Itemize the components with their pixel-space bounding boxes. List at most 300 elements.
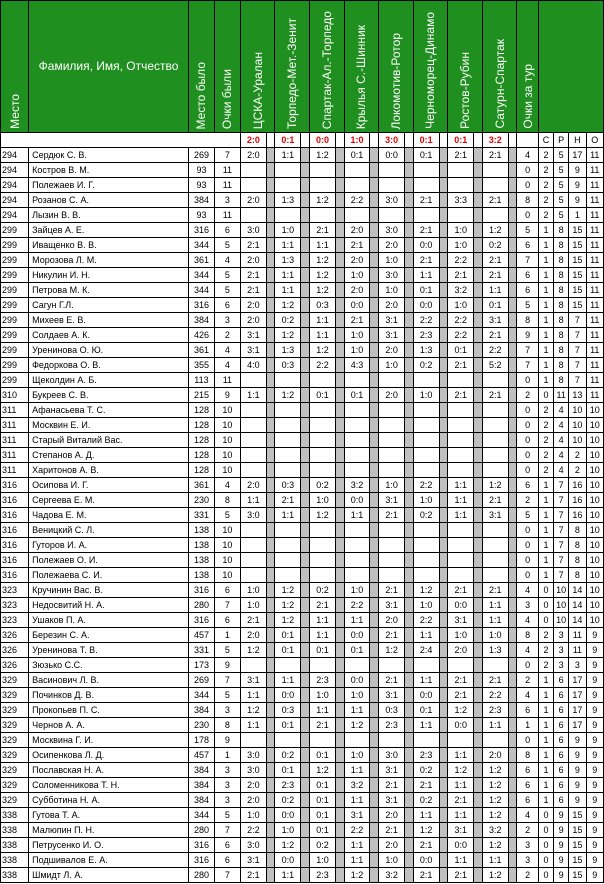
results-gap — [439, 133, 448, 148]
header-match-5: Локомотив-Ротор — [379, 1, 414, 133]
header-name: Фамилия, Имя, Отчество — [29, 1, 189, 133]
cell-bet-points — [370, 553, 379, 568]
cell-bet: 2:3 — [379, 718, 405, 733]
cell-bet — [275, 433, 301, 448]
cell-place-was: 280 — [189, 598, 215, 613]
cell-points-round: 5 — [517, 508, 539, 523]
cell-bet-points — [508, 313, 517, 328]
cell-bet: 0:2 — [413, 508, 439, 523]
header-match-2: Торпедо-Мет.-Зенит — [275, 1, 310, 133]
cell-stat-o: 11 — [586, 193, 604, 208]
cell-place: 299 — [1, 298, 29, 313]
cell-bet: 1:0 — [344, 688, 370, 703]
cell-bet — [309, 523, 335, 538]
cell-bet: 1:1 — [482, 613, 508, 628]
cell-bet — [240, 418, 266, 433]
cell-bet — [448, 523, 474, 538]
cell-bet-points — [439, 838, 448, 853]
cell-bet-points — [405, 238, 414, 253]
cell-name: Березин С. А. — [29, 628, 189, 643]
cell-bet — [448, 733, 474, 748]
cell-points-were: 2 — [214, 328, 240, 343]
cell-bet: 1:3 — [275, 193, 301, 208]
cell-bet-points — [301, 733, 310, 748]
cell-bet-points — [301, 853, 310, 868]
cell-bet: 2:3 — [413, 328, 439, 343]
cell-bet: 3:1 — [482, 508, 508, 523]
cell-stat-r: 8 — [554, 298, 569, 313]
cell-bet: 2:3 — [482, 703, 508, 718]
cell-bet — [275, 163, 301, 178]
cell-stat-o: 11 — [586, 328, 604, 343]
cell-bet: 1:2 — [482, 793, 508, 808]
cell-bet-points — [405, 808, 414, 823]
cell-bet — [448, 433, 474, 448]
cell-bet-points — [439, 508, 448, 523]
cell-bet-points — [266, 298, 275, 313]
cell-place-was: 128 — [189, 418, 215, 433]
cell-bet-points — [439, 403, 448, 418]
cell-stat-n: 8 — [569, 553, 586, 568]
cell-bet-points — [439, 778, 448, 793]
cell-place-was: 138 — [189, 553, 215, 568]
cell-bet: 1:2 — [275, 838, 301, 853]
cell-bet: 0:3 — [275, 703, 301, 718]
cell-bet: 0:2 — [482, 238, 508, 253]
cell-bet-points — [301, 463, 310, 478]
results-gap — [370, 133, 379, 148]
cell-place-was: 457 — [189, 748, 215, 763]
cell-points-were: 7 — [214, 868, 240, 883]
cell-points-round: 6 — [517, 238, 539, 253]
cell-place-was: 316 — [189, 838, 215, 853]
cell-bet-points — [474, 733, 483, 748]
cell-stat-r: 9 — [554, 808, 569, 823]
cell-bet-points — [508, 343, 517, 358]
cell-points-round: 6 — [517, 268, 539, 283]
cell-stat-r: 7 — [554, 493, 569, 508]
cell-bet-points — [508, 718, 517, 733]
cell-bet-points — [266, 838, 275, 853]
cell-bet-points — [508, 673, 517, 688]
cell-bet-points — [508, 328, 517, 343]
cell-bet: 2:2 — [482, 688, 508, 703]
cell-stat-n: 15 — [569, 808, 586, 823]
cell-bet: 2:0 — [240, 778, 266, 793]
cell-bet-points — [335, 718, 344, 733]
cell-name: Щеколдин А. Б. — [29, 373, 189, 388]
cell-bet-points — [508, 358, 517, 373]
cell-stat-s: 1 — [538, 718, 553, 733]
cell-bet-points — [266, 598, 275, 613]
cell-bet: 0:2 — [275, 748, 301, 763]
cell-bet — [275, 568, 301, 583]
cell-bet-points — [335, 868, 344, 883]
cell-bet-points — [405, 838, 414, 853]
cell-points-round: 6 — [517, 763, 539, 778]
cell-place-was: 269 — [189, 148, 215, 163]
cell-bet: 0:0 — [379, 148, 405, 163]
cell-bet-points — [301, 283, 310, 298]
cell-bet — [482, 538, 508, 553]
cell-bet — [448, 448, 474, 463]
cell-bet-points — [508, 433, 517, 448]
cell-place-was: 178 — [189, 733, 215, 748]
cell-bet — [413, 553, 439, 568]
cell-place: 299 — [1, 328, 29, 343]
cell-bet: 3:2 — [344, 778, 370, 793]
cell-bet-points — [335, 703, 344, 718]
cell-points-were: 5 — [214, 508, 240, 523]
cell-points-were: 3 — [214, 313, 240, 328]
header-points-round: Очки за тур — [517, 1, 539, 133]
cell-stat-s: 2 — [538, 658, 553, 673]
cell-bet: 2:2 — [448, 313, 474, 328]
cell-bet: 1:2 — [309, 148, 335, 163]
cell-bet-points — [335, 478, 344, 493]
cell-place-was: 384 — [189, 793, 215, 808]
cell-place: 310 — [1, 388, 29, 403]
cell-bet: 2:2 — [344, 193, 370, 208]
cell-bet-points — [508, 763, 517, 778]
cell-bet — [275, 553, 301, 568]
cell-bet: 2:2 — [413, 613, 439, 628]
cell-bet — [379, 463, 405, 478]
cell-place: 329 — [1, 673, 29, 688]
cell-place-was: 457 — [189, 628, 215, 643]
cell-bet-points — [370, 418, 379, 433]
cell-points-were: 6 — [214, 298, 240, 313]
cell-stat-r: 7 — [554, 478, 569, 493]
result-6: 0:1 — [413, 133, 439, 148]
cell-bet-points — [405, 643, 414, 658]
cell-bet — [482, 658, 508, 673]
cell-bet: 2:2 — [413, 313, 439, 328]
cell-points-round: 9 — [517, 328, 539, 343]
cell-bet: 1:2 — [344, 868, 370, 883]
cell-stat-s: 1 — [538, 673, 553, 688]
cell-bet: 2:2 — [240, 823, 266, 838]
cell-bet-points — [405, 733, 414, 748]
cell-bet-points — [301, 808, 310, 823]
cell-bet-points — [301, 148, 310, 163]
cell-stat-r: 8 — [554, 358, 569, 373]
cell-bet-points — [474, 148, 483, 163]
cell-name: Костров В. М. — [29, 163, 189, 178]
cell-bet-points — [474, 553, 483, 568]
cell-bet: 0:1 — [275, 718, 301, 733]
cell-bet-points — [439, 718, 448, 733]
cell-name: Розанов С. А. — [29, 193, 189, 208]
cell-stat-s: 1 — [538, 748, 553, 763]
cell-place: 326 — [1, 628, 29, 643]
cell-stat-s: 1 — [538, 313, 553, 328]
cell-place-was: 361 — [189, 253, 215, 268]
cell-bet-points — [370, 673, 379, 688]
cell-bet-points — [266, 283, 275, 298]
cell-bet-points — [474, 658, 483, 673]
cell-place-was: 361 — [189, 478, 215, 493]
cell-bet-points — [335, 358, 344, 373]
cell-bet-points — [266, 328, 275, 343]
cell-bet-points — [439, 748, 448, 763]
cell-bet-points — [439, 208, 448, 223]
cell-stat-o: 10 — [586, 523, 604, 538]
cell-bet: 1:0 — [448, 628, 474, 643]
cell-place-was: 316 — [189, 583, 215, 598]
cell-stat-o: 9 — [586, 763, 604, 778]
cell-place: 311 — [1, 433, 29, 448]
cell-bet-points — [508, 658, 517, 673]
cell-points-round: 0 — [517, 658, 539, 673]
cell-bet-points — [474, 508, 483, 523]
cell-name: Уренинова О. Ю. — [29, 343, 189, 358]
cell-stat-o: 11 — [586, 223, 604, 238]
table-row — [1, 673, 604, 688]
cell-bet: 1:2 — [482, 778, 508, 793]
cell-stat-r: 8 — [554, 373, 569, 388]
cell-bet: 3:0 — [240, 508, 266, 523]
cell-bet — [240, 448, 266, 463]
cell-bet: 3:1 — [379, 688, 405, 703]
cell-bet-points — [335, 688, 344, 703]
cell-bet: 3:3 — [448, 193, 474, 208]
cell-stat-s: 2 — [538, 193, 553, 208]
cell-bet-points — [335, 343, 344, 358]
cell-bet-points — [370, 838, 379, 853]
cell-bet: 1:2 — [275, 388, 301, 403]
cell-bet: 2:0 — [482, 748, 508, 763]
cell-points-were: 3 — [214, 778, 240, 793]
cell-bet-points — [370, 688, 379, 703]
cell-bet: 3:0 — [240, 748, 266, 763]
cell-bet-points — [439, 598, 448, 613]
cell-bet: 2:1 — [344, 238, 370, 253]
cell-bet — [482, 208, 508, 223]
cell-place-was: 128 — [189, 403, 215, 418]
cell-bet-points — [508, 238, 517, 253]
cell-points-round: 4 — [517, 688, 539, 703]
cell-bet: 1:1 — [240, 718, 266, 733]
cell-place: 316 — [1, 478, 29, 493]
cell-stat-r: 9 — [554, 868, 569, 883]
cell-bet-points — [335, 313, 344, 328]
cell-bet-points — [266, 178, 275, 193]
cell-stat-o: 10 — [586, 508, 604, 523]
cell-bet-points — [335, 418, 344, 433]
cell-stat-o: 11 — [586, 358, 604, 373]
cell-stat-o: 11 — [586, 298, 604, 313]
cell-stat-r: 6 — [554, 793, 569, 808]
cell-bet: 2:1 — [482, 328, 508, 343]
cell-bet-points — [301, 418, 310, 433]
cell-bet: 1:1 — [482, 853, 508, 868]
cell-bet-points — [335, 778, 344, 793]
cell-bet-points — [370, 343, 379, 358]
cell-bet-points — [474, 193, 483, 208]
cell-bet-points — [335, 328, 344, 343]
cell-stat-o: 9 — [586, 838, 604, 853]
cell-bet-points — [474, 778, 483, 793]
cell-bet-points — [474, 283, 483, 298]
cell-stat-s: 1 — [538, 508, 553, 523]
cell-stat-n: 11 — [569, 628, 586, 643]
cell-bet — [379, 538, 405, 553]
cell-bet — [448, 373, 474, 388]
result-7: 0:1 — [448, 133, 474, 148]
cell-bet-points — [474, 253, 483, 268]
cell-bet — [448, 568, 474, 583]
cell-points-were: 11 — [214, 163, 240, 178]
cell-bet — [275, 373, 301, 388]
cell-bet: 1:3 — [275, 343, 301, 358]
cell-bet: 2:1 — [448, 148, 474, 163]
cell-bet-points — [301, 688, 310, 703]
cell-points-round: 5 — [517, 298, 539, 313]
table-row — [1, 778, 604, 793]
cell-bet-points — [301, 868, 310, 883]
cell-name: Сергеева Е. М. — [29, 493, 189, 508]
cell-points-round: 2 — [517, 823, 539, 838]
cell-bet-points — [439, 733, 448, 748]
cell-place: 338 — [1, 853, 29, 868]
cell-bet — [344, 178, 370, 193]
cell-place: 316 — [1, 508, 29, 523]
cell-bet: 2:1 — [240, 268, 266, 283]
cell-bet — [413, 448, 439, 463]
cell-place: 299 — [1, 358, 29, 373]
cell-points-were: 9 — [214, 733, 240, 748]
result-1: 2:0 — [240, 133, 266, 148]
cell-stat-o: 9 — [586, 673, 604, 688]
cell-bet: 2:1 — [240, 283, 266, 298]
cell-bet-points — [508, 778, 517, 793]
table-row — [1, 823, 604, 838]
cell-bet — [379, 178, 405, 193]
cell-stat-n: 8 — [569, 568, 586, 583]
cell-points-round: 0 — [517, 163, 539, 178]
cell-bet — [240, 178, 266, 193]
cell-bet: 1:1 — [344, 763, 370, 778]
cell-bet — [448, 538, 474, 553]
cell-bet-points — [508, 268, 517, 283]
cell-stat-r: 4 — [554, 403, 569, 418]
cell-bet: 1:2 — [275, 613, 301, 628]
cell-bet: 3:0 — [379, 223, 405, 238]
cell-bet: 1:0 — [379, 478, 405, 493]
cell-bet-points — [301, 193, 310, 208]
cell-bet-points — [266, 673, 275, 688]
cell-bet-points — [266, 793, 275, 808]
cell-bet-points — [405, 388, 414, 403]
cell-points-round: 6 — [517, 793, 539, 808]
cell-place-was: 280 — [189, 823, 215, 838]
cell-bet: 0:1 — [309, 823, 335, 838]
cell-place-was: 128 — [189, 433, 215, 448]
cell-bet-points — [508, 493, 517, 508]
cell-points-were: 10 — [214, 463, 240, 478]
cell-bet — [413, 433, 439, 448]
cell-bet-points — [474, 223, 483, 238]
cell-bet: 2:1 — [413, 223, 439, 238]
cell-points-round: 3 — [517, 853, 539, 868]
cell-stat-o: 11 — [586, 283, 604, 298]
cell-bet: 2:2 — [448, 328, 474, 343]
cell-place-was: 230 — [189, 493, 215, 508]
stat-label-n: Н — [569, 133, 586, 148]
cell-stat-n: 16 — [569, 478, 586, 493]
cell-place-was: 316 — [189, 298, 215, 313]
cell-bet — [448, 208, 474, 223]
cell-bet-points — [405, 418, 414, 433]
cell-bet-points — [508, 853, 517, 868]
cell-bet: 2:1 — [448, 268, 474, 283]
cell-bet-points — [370, 853, 379, 868]
cell-stat-o: 9 — [586, 823, 604, 838]
cell-bet: 1:2 — [275, 583, 301, 598]
header-row — [1, 1, 604, 133]
cell-stat-n: 15 — [569, 853, 586, 868]
cell-place: 299 — [1, 343, 29, 358]
cell-place-was: 138 — [189, 538, 215, 553]
cell-bet-points — [370, 208, 379, 223]
cell-bet: 4:0 — [240, 358, 266, 373]
cell-bet: 1:2 — [482, 223, 508, 238]
cell-bet-points — [301, 613, 310, 628]
cell-stat-o: 11 — [586, 163, 604, 178]
cell-bet-points — [439, 868, 448, 883]
cell-bet-points — [474, 688, 483, 703]
cell-bet-points — [370, 613, 379, 628]
cell-place: 299 — [1, 373, 29, 388]
cell-points-were: 8 — [214, 493, 240, 508]
cell-bet: 1:0 — [275, 823, 301, 838]
cell-place: 338 — [1, 868, 29, 883]
cell-bet-points — [474, 538, 483, 553]
cell-bet: 1:0 — [344, 328, 370, 343]
cell-bet-points — [439, 223, 448, 238]
cell-bet-points — [405, 778, 414, 793]
cell-points-round: 6 — [517, 778, 539, 793]
cell-points-round: 0 — [517, 553, 539, 568]
cell-stat-o: 10 — [586, 598, 604, 613]
cell-bet-points — [266, 163, 275, 178]
cell-points-round: 3 — [517, 598, 539, 613]
cell-bet: 3:1 — [379, 328, 405, 343]
cell-bet-points — [370, 403, 379, 418]
cell-bet: 2:1 — [413, 838, 439, 853]
table-row — [1, 298, 604, 313]
cell-bet — [309, 418, 335, 433]
cell-bet-points — [439, 148, 448, 163]
cell-bet-points — [301, 478, 310, 493]
cell-place: 329 — [1, 763, 29, 778]
cell-bet-points — [508, 748, 517, 763]
cell-bet: 0:0 — [344, 298, 370, 313]
cell-bet-points — [439, 673, 448, 688]
cell-stat-r: 7 — [554, 553, 569, 568]
cell-place-was: 93 — [189, 178, 215, 193]
cell-bet-points — [474, 373, 483, 388]
cell-bet: 0:1 — [413, 283, 439, 298]
cell-stat-o: 10 — [586, 403, 604, 418]
cell-stat-r: 6 — [554, 748, 569, 763]
cell-points-round: 2 — [517, 493, 539, 508]
cell-points-were: 4 — [214, 343, 240, 358]
cell-bet — [275, 523, 301, 538]
cell-stat-s: 1 — [538, 568, 553, 583]
cell-bet-points — [370, 538, 379, 553]
